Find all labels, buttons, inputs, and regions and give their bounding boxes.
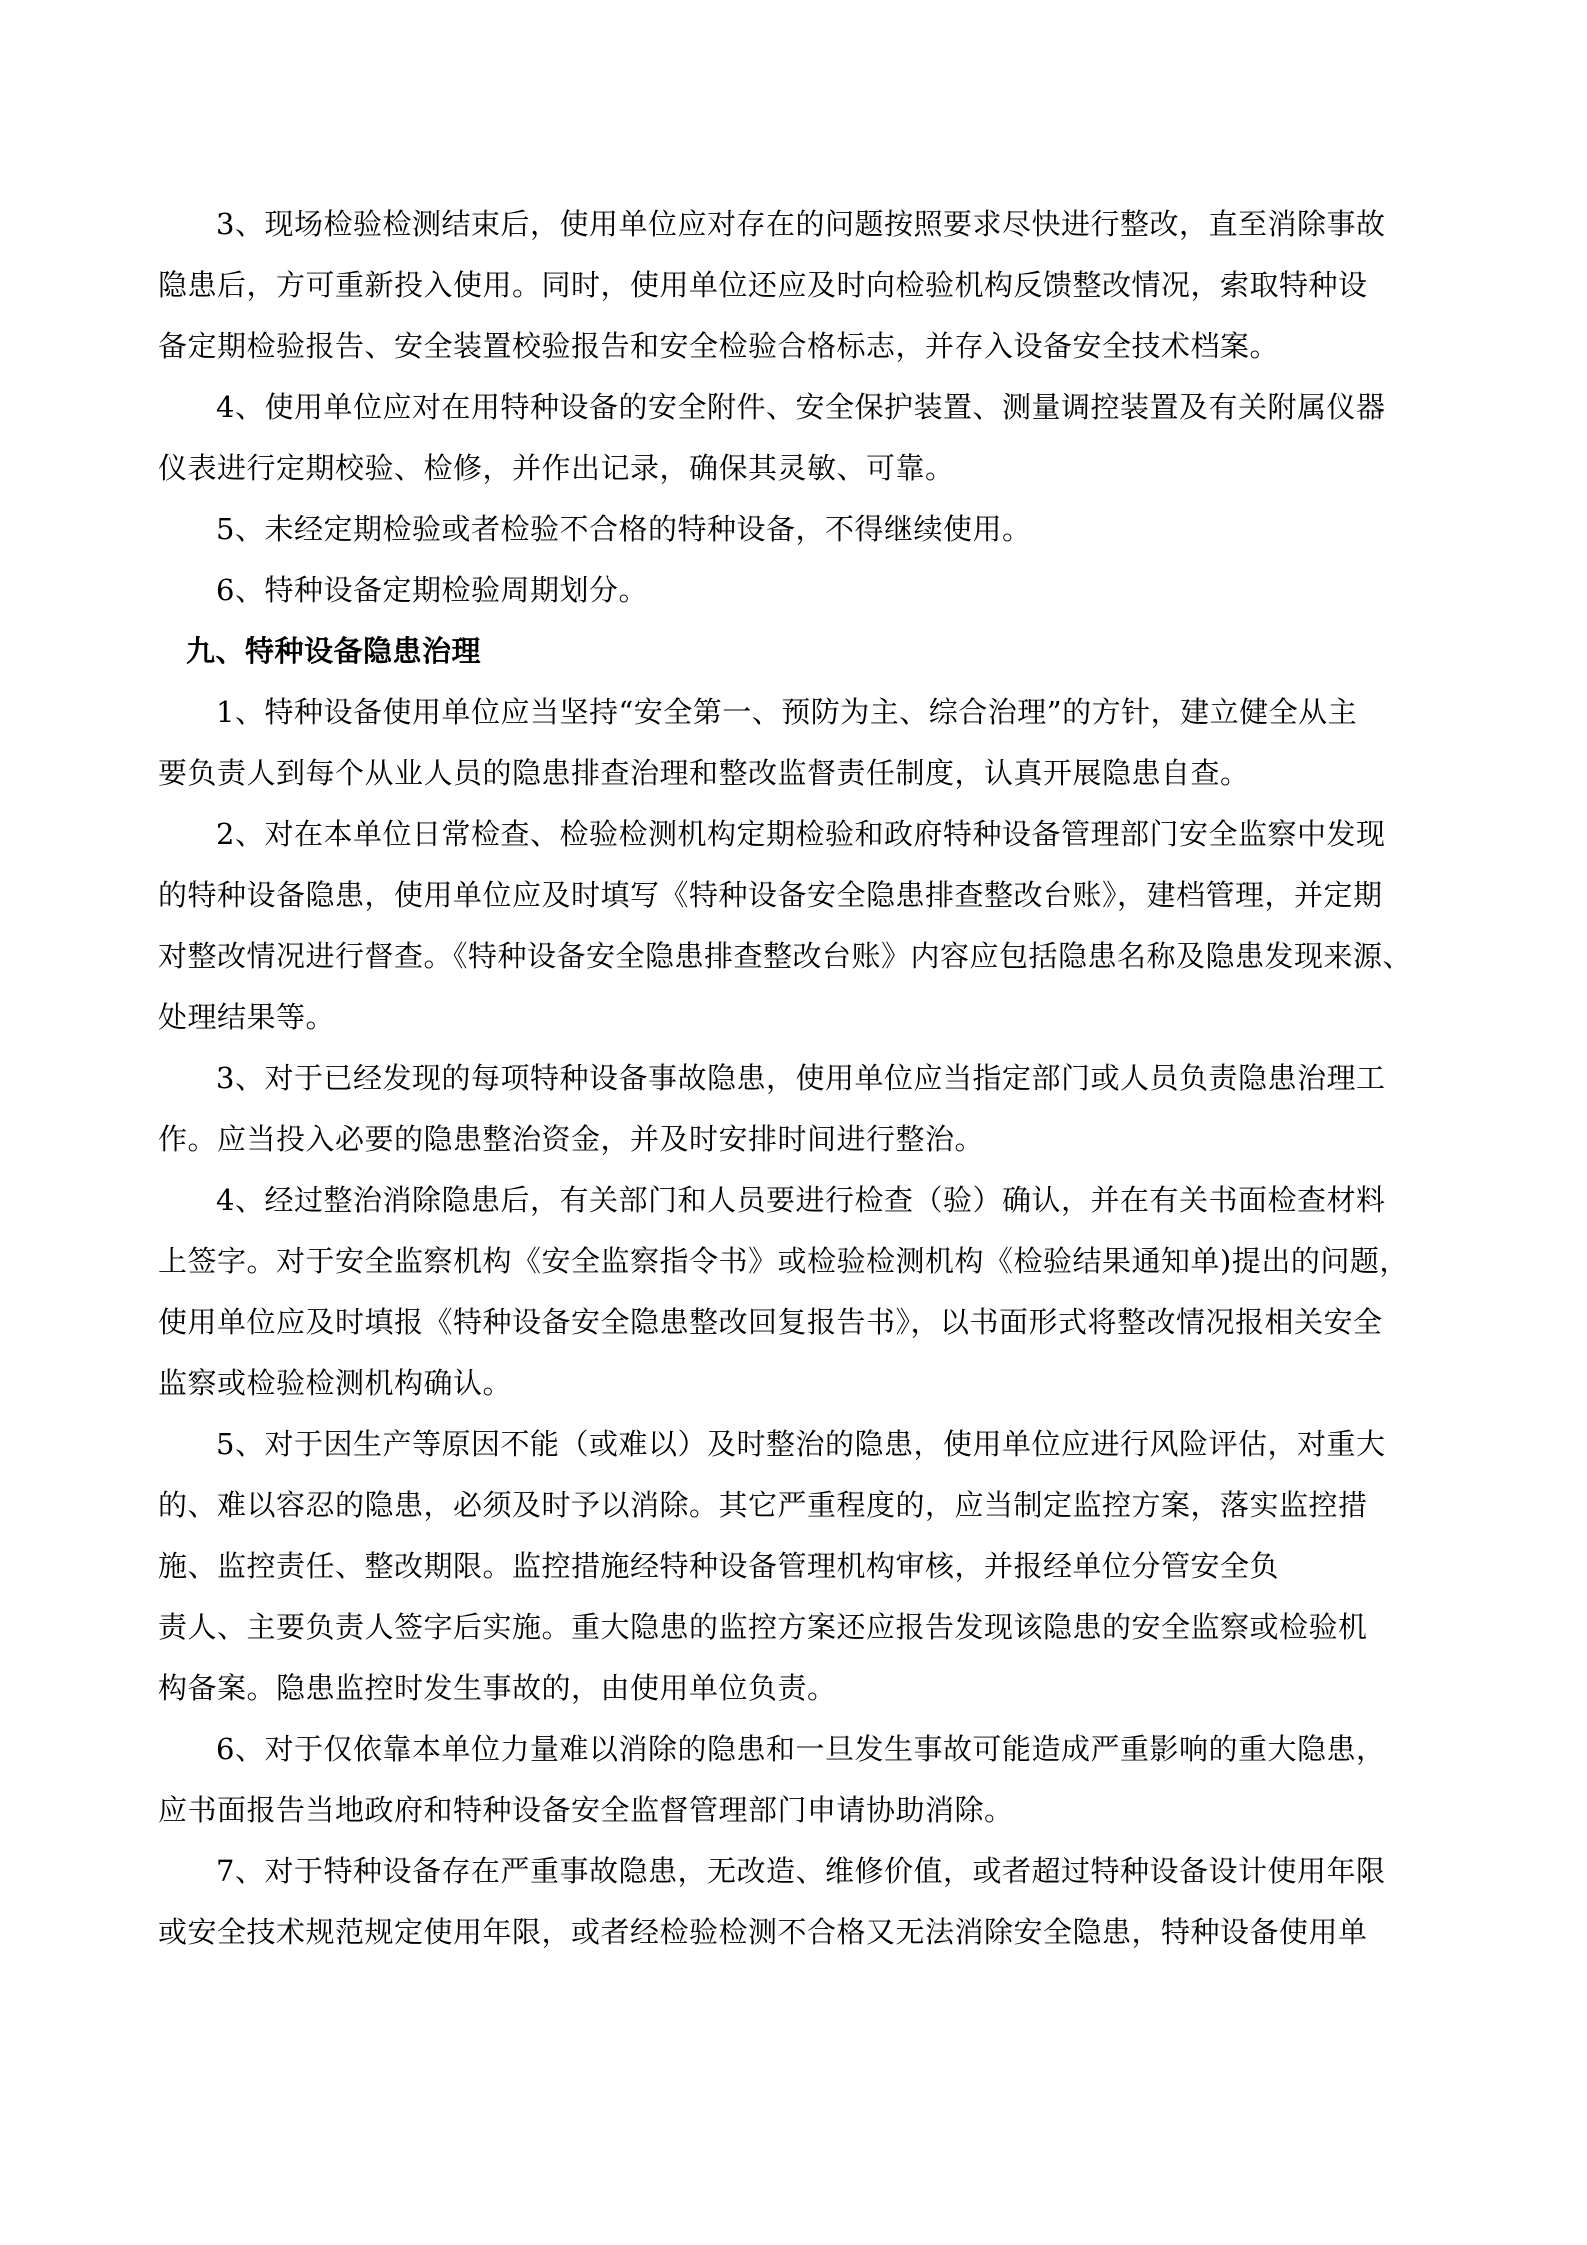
paragraph-line: 2、对在本单位日常检查、检验检测机构定期检验和政府特种设备管理部门安全监察中发现 xyxy=(216,817,1386,851)
paragraph-line: 5、对于因生产等原因不能（或难以）及时整治的隐患，使用单位应进行风险评估，对重大 xyxy=(216,1427,1386,1461)
paragraph-line: 责人、主要负责人签字后实施。重大隐患的监控方案还应报告发现该隐患的安全监察或检验机 xyxy=(158,1610,1368,1644)
section-paragraph-4 xyxy=(158,1170,1458,1414)
paragraph-line: 要负责人到每个从业人员的隐患排查治理和整改监督责任制度，认真开展隐患自查。 xyxy=(158,756,1250,790)
paragraph-5 xyxy=(158,499,1458,560)
paragraph-line: 处理结果等。 xyxy=(158,1000,336,1034)
paragraph-6 xyxy=(158,560,1458,621)
paragraph-line: 备定期检验报告、安全装置校验报告和安全检验合格标志，并存入设备安全技术档案。 xyxy=(158,329,1280,363)
paragraph-line: 6、特种设备定期检验周期划分。 xyxy=(216,573,648,607)
document-page xyxy=(158,194,1458,1963)
paragraph-line: 4、使用单位应对在用特种设备的安全附件、安全保护装置、测量调控装置及有关附属仪器 xyxy=(216,390,1386,424)
paragraph-line: 构备案。隐患监控时发生事故的，由使用单位负责。 xyxy=(158,1671,837,1705)
paragraph-line: 7、对于特种设备存在严重事故隐患，无改造、维修价值，或者超过特种设备设计使用年限 xyxy=(216,1854,1386,1888)
paragraph-line: 施、监控责任、整改期限。监控措施经特种设备管理机构审核，并报经单位分管安全负 xyxy=(158,1549,1280,1583)
paragraph-line: 对整改情况进行督查。《特种设备安全隐患排查整改台账》内容应包括隐患名称及隐患发现来源、 xyxy=(158,939,1413,973)
section-paragraph-7 xyxy=(158,1841,1458,1963)
paragraph-line: 的、难以容忍的隐患，必须及时予以消除。其它严重程度的，应当制定监控方案，落实监控措 xyxy=(158,1488,1368,1522)
section-paragraph-5 xyxy=(158,1414,1458,1719)
paragraph-line: 6、对于仅依靠本单位力量难以消除的隐患和一旦发生事故可能造成严重影响的重大隐患， xyxy=(216,1732,1386,1766)
paragraph-line: 3、对于已经发现的每项特种设备事故隐患，使用单位应当指定部门或人员负责隐患治理工 xyxy=(216,1061,1386,1095)
paragraph-line: 的特种设备隐患，使用单位应及时填写《特种设备安全隐患排查整改台账》，建档管理，并定期 xyxy=(158,878,1383,912)
paragraph-line: 使用单位应及时填报《特种设备安全隐患整改回复报告书》，以书面形式将整改情况报相关安全 xyxy=(158,1305,1383,1339)
paragraph-line: 1、特种设备使用单位应当坚持“安全第一、预防为主、综合治理”的方针，建立健全从主 xyxy=(216,695,1358,729)
paragraph-line: 监察或检验检测机构确认。 xyxy=(158,1366,513,1400)
paragraph-line: 仪表进行定期校验、检修，并作出记录，确保其灵敏、可靠。 xyxy=(158,451,955,485)
paragraph-line: 或安全技术规范规定使用年限，或者经检验检测不合格又无法消除安全隐患，特种设备使用单 xyxy=(158,1915,1368,1949)
paragraph-line: 上签字。对于安全监察机构《安全监察指令书》或检验检测机构《检验结果通知单)提出的问题， xyxy=(158,1244,1409,1278)
paragraph-4 xyxy=(158,377,1458,499)
section-paragraph-3 xyxy=(158,1048,1458,1170)
paragraph-line: 4、经过整治消除隐患后，有关部门和人员要进行检查（验）确认，并在有关书面检查材料 xyxy=(216,1183,1386,1217)
paragraph-line: 隐患后，方可重新投入使用。同时，使用单位还应及时向检验机构反馈整改情况，索取特种设 xyxy=(158,268,1368,302)
section-paragraph-6 xyxy=(158,1719,1458,1841)
paragraph-line: 作。应当投入必要的隐患整治资金，并及时安排时间进行整治。 xyxy=(158,1122,985,1156)
paragraph-line: 5、未经定期检验或者检验不合格的特种设备，不得继续使用。 xyxy=(216,512,1032,546)
section-heading: 九、特种设备隐患治理 xyxy=(186,634,482,668)
paragraph-line: 应书面报告当地政府和特种设备安全监督管理部门申请协助消除。 xyxy=(158,1793,1014,1827)
section-paragraph-1 xyxy=(158,682,1458,804)
section-paragraph-2 xyxy=(158,804,1458,1048)
paragraph-3 xyxy=(158,194,1458,377)
paragraph-line: 3、现场检验检测结束后，使用单位应对存在的问题按照要求尽快进行整改，直至消除事故 xyxy=(216,207,1386,241)
